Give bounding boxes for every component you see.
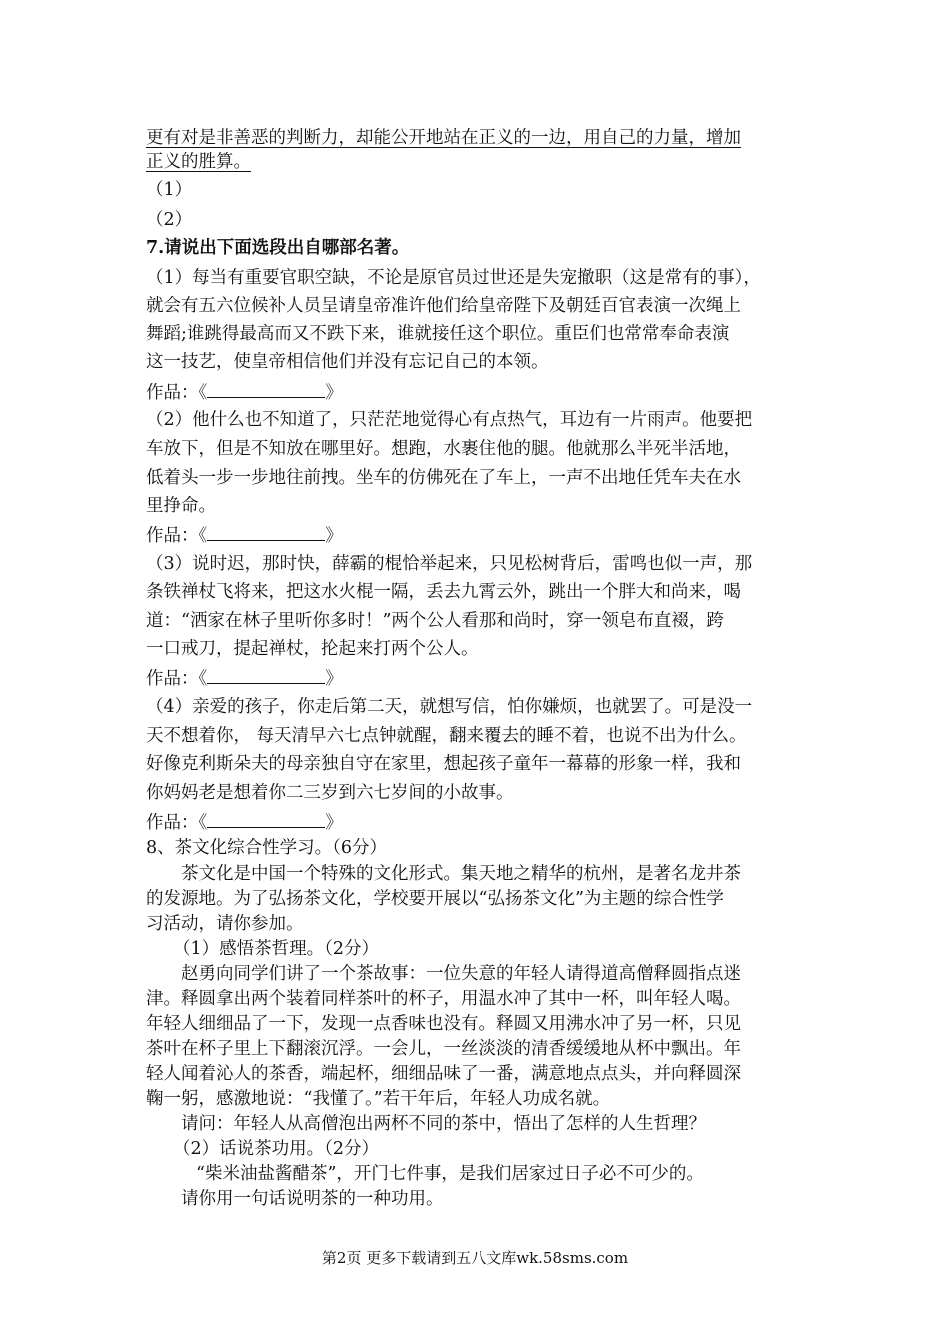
work-answer-1 bbox=[146, 380, 343, 405]
close-mark: 》 bbox=[325, 669, 343, 689]
answer-line-2: （2） bbox=[146, 210, 193, 230]
passage-4-line: 天不想着你， 每天清早六七点钟就醒，翻来覆去的睡不着，也说不出为什么。 bbox=[146, 726, 747, 746]
passage-3-line: 道：“洒家在林子里听你多时！”两个公人看那和尚时，穿一领皂布直裰，跨 bbox=[146, 611, 724, 631]
sub-question-1: （1）感悟茶哲理。（2分） bbox=[173, 939, 380, 959]
underlined-text-line: 更有对是非善恶的判断力，却能公开地站在正义的一边，用自己的力量，增加 bbox=[146, 128, 741, 148]
paragraph-line: 习活动，请你参加。 bbox=[146, 914, 304, 934]
work-answer-2 bbox=[146, 523, 343, 548]
passage-1-line: 这一技艺，使皇帝相信他们并没有忘记自己的本领。 bbox=[146, 352, 549, 372]
paragraph-line: 茶文化是中国一个特殊的文化形式。集天地之精华的杭州，是著名龙井茶 bbox=[181, 864, 741, 884]
passage-2-line: 低着头一步一步地往前拽。坐车的仿佛死在了车上，一声不出地任凭车夫在水 bbox=[146, 468, 741, 488]
story-line: 年轻人细细品了一下，发现一点香味也没有。释圆又用沸水冲了另一杯，只见 bbox=[146, 1014, 741, 1034]
question-line: 请问：年轻人从高僧泡出两杯不同的茶中，悟出了怎样的人生哲理？ bbox=[181, 1114, 706, 1134]
answer-blank-3[interactable] bbox=[207, 666, 325, 684]
close-mark: 》 bbox=[325, 813, 343, 833]
answer-blank-2[interactable] bbox=[207, 523, 325, 541]
question-7-title bbox=[146, 236, 409, 260]
answer-blank-4[interactable] bbox=[207, 810, 325, 828]
passage-2-line: 里挣命。 bbox=[146, 496, 216, 516]
close-mark: 》 bbox=[325, 526, 343, 546]
passage-3-line: 条铁禅杖飞将来，把这水火棍一隔，丢去九霄云外，跳出一个胖大和尚来，喝 bbox=[146, 582, 741, 602]
passage-1-line: 舞蹈;谁跳得最高而又不跌下来，谁就接任这个职位。重臣们也常常奉命表演 bbox=[146, 324, 730, 344]
passage-2-line: （2）他什么也不知道了，只茫茫地觉得心有点热气，耳边有一片雨声。他要把 bbox=[146, 410, 753, 430]
story-line: 赵勇向同学们讲了一个茶故事：一位失意的年轻人请得道高僧释圆指点迷 bbox=[181, 964, 741, 984]
story-line: 轻人闻着沁人的茶香，端起杯，细细品味了一番，满意地点点头，并向释圆深 bbox=[146, 1064, 741, 1084]
close-mark: 》 bbox=[325, 383, 343, 403]
story-line: 茶叶在杯子里上下翻滚沉浮。一会儿，一丝淡淡的清香缓缓地从杯中飘出。年 bbox=[146, 1039, 741, 1059]
question-7-text: 7.请说出下面选段出自哪部名著。 bbox=[146, 238, 410, 258]
work-label: 作品：《 bbox=[146, 383, 208, 403]
answer-blank-1[interactable] bbox=[207, 380, 325, 398]
underlined-text-line: 正义的胜算。 bbox=[146, 152, 251, 172]
passage-2-line: 车放下，但是不知放在哪里好。想跑，水裹住他的腿。他就那么半死半活地， bbox=[146, 439, 741, 459]
paragraph-line: “柴米油盐酱醋茶”，开门七件事，是我们居家过日子必不可少的。 bbox=[196, 1164, 704, 1184]
passage-4-line: 你妈妈老是想着你二三岁到六七岁间的小故事。 bbox=[146, 783, 514, 803]
passage-4-line: （4）亲爱的孩子，你走后第二天，就想写信，怕你嫌烦，也就罢了。可是没一 bbox=[146, 697, 753, 717]
question-8-title: 8、茶文化综合性学习。（6分） bbox=[146, 838, 388, 858]
work-answer-3 bbox=[146, 666, 343, 691]
story-line: 津。释圆拿出两个装着同样茶叶的杯子，用温水冲了其中一杯，叫年轻人喝。 bbox=[146, 989, 741, 1009]
passage-1-line: （1）每当有重要官职空缺，不论是原官员过世还是失宠撤职（这是常有的事）， bbox=[146, 268, 761, 288]
passage-3-line: （3）说时迟，那时快，薛霸的棍恰举起来，只见松树背后，雷鸣也似一声，那 bbox=[146, 554, 753, 574]
answer-line-1: （1） bbox=[146, 180, 193, 200]
sub-question-2: （2）话说茶功用。（2分） bbox=[173, 1139, 380, 1159]
work-label: 作品：《 bbox=[146, 669, 208, 689]
question-line: 请你用一句话说明茶的一种功用。 bbox=[181, 1189, 444, 1209]
story-line: 鞠一躬，感激地说：“我懂了。”若干年后，年轻人功成名就。 bbox=[146, 1089, 611, 1109]
work-label: 作品：《 bbox=[146, 813, 208, 833]
page-footer: 第2页 更多下载请到五八文库wk.58sms.com bbox=[321, 1249, 629, 1267]
work-label: 作品：《 bbox=[146, 526, 208, 546]
passage-1-line: 就会有五六位候补人员呈请皇帝准许他们给皇帝陛下及朝廷百官表演一次绳上 bbox=[146, 296, 741, 316]
paragraph-line: 的发源地。为了弘扬茶文化，学校要开展以“弘扬茶文化”为主题的综合性学 bbox=[146, 889, 724, 909]
work-answer-4 bbox=[146, 810, 343, 835]
passage-4-line: 好像克利斯朵夫的母亲独自守在家里，想起孩子童年一幕幕的形象一样，我和 bbox=[146, 754, 741, 774]
passage-3-line: 一口戒刀，提起禅杖，抡起来打两个公人。 bbox=[146, 639, 479, 659]
